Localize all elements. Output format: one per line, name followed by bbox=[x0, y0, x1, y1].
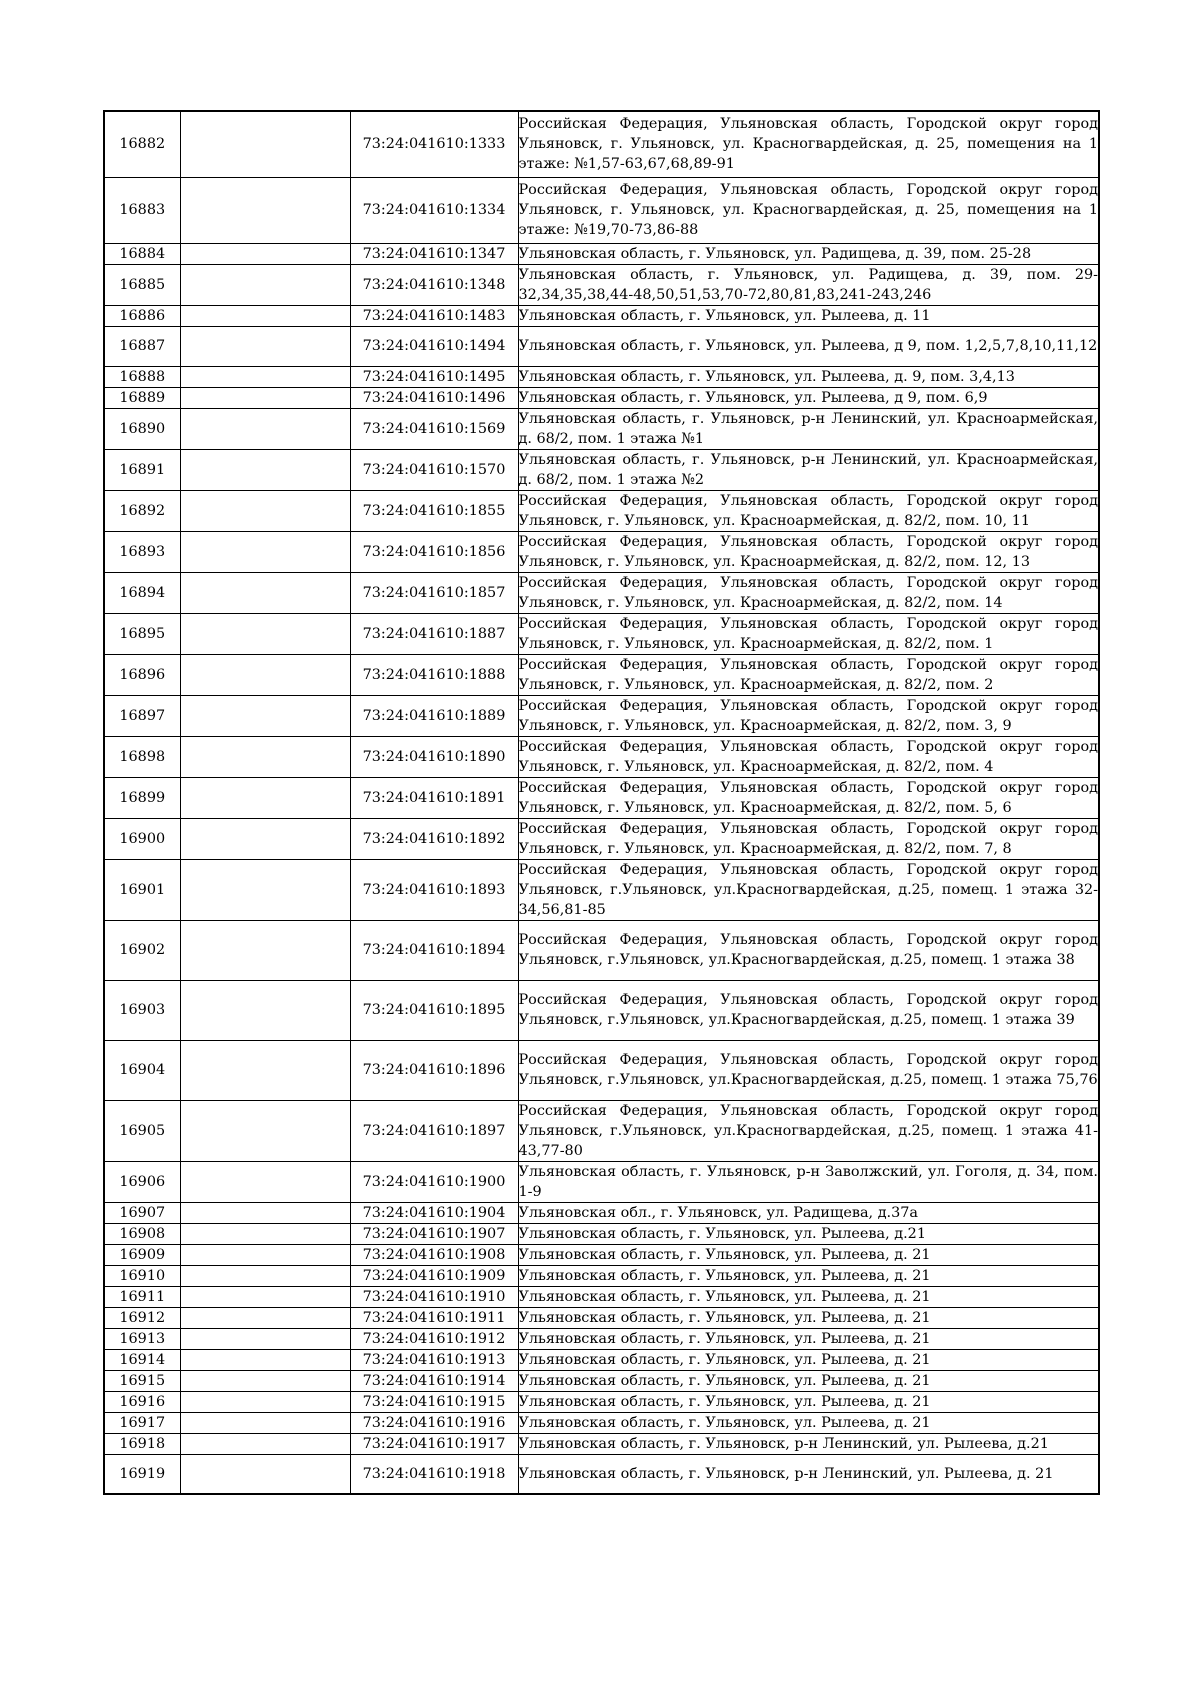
empty-cell bbox=[180, 1244, 350, 1265]
row-number-cell: 16908 bbox=[104, 1223, 180, 1244]
row-number-cell: 16910 bbox=[104, 1265, 180, 1286]
address-cell: Российская Федерация, Ульяновская область, Городской округ город Ульяновск, г. Ульяновск, ул. Красноармейская, д. 82/2, пом. 2 bbox=[518, 654, 1099, 695]
address-cell: Ульяновская область, г. Ульяновск, ул. Радищева, д. 39, пом. 29-32,34,35,38,44-48,50,51,53,70-72,80,81,83,241-243,246 bbox=[518, 264, 1099, 305]
row-number-cell: 16906 bbox=[104, 1161, 180, 1202]
address-cell: Российская Федерация, Ульяновская область, Городской округ город Ульяновск, г.Ульяновск, ул.Красногвардейская, д.25, помещ. 1 этажа 38 bbox=[518, 920, 1099, 980]
address-cell: Ульяновская область, г. Ульяновск, ул. Рылеева, д. 21 bbox=[518, 1286, 1099, 1307]
empty-cell bbox=[180, 1349, 350, 1370]
cadastral-number-cell: 73:24:041610:1570 bbox=[350, 449, 518, 490]
address-cell: Ульяновская область, г. Ульяновск, ул. Рылеева, д.21 bbox=[518, 1223, 1099, 1244]
table-row bbox=[104, 1100, 1099, 1161]
row-number-cell: 16914 bbox=[104, 1349, 180, 1370]
cadastral-number-cell: 73:24:041610:1917 bbox=[350, 1433, 518, 1454]
cadastral-number-cell: 73:24:041610:1857 bbox=[350, 572, 518, 613]
address-cell: Ульяновская область, г. Ульяновск, р-н Ленинский, ул. Красноармейская, д. 68/2, пом. 1 этажа №1 bbox=[518, 408, 1099, 449]
row-number-cell: 16909 bbox=[104, 1244, 180, 1265]
table-row bbox=[104, 111, 1099, 177]
table-row bbox=[104, 572, 1099, 613]
row-number-cell: 16889 bbox=[104, 387, 180, 408]
cadastral-number-cell: 73:24:041610:1918 bbox=[350, 1454, 518, 1494]
address-cell: Ульяновская область, г. Ульяновск, ул. Рылеева, д. 21 bbox=[518, 1391, 1099, 1412]
table-row bbox=[104, 490, 1099, 531]
cadastral-number-cell: 73:24:041610:1916 bbox=[350, 1412, 518, 1433]
address-cell: Ульяновская область, г. Ульяновск, ул. Рылеева, д 9, пом. 6,9 bbox=[518, 387, 1099, 408]
empty-cell bbox=[180, 777, 350, 818]
table-row bbox=[104, 1433, 1099, 1454]
row-number-cell: 16907 bbox=[104, 1202, 180, 1223]
table-row bbox=[104, 326, 1099, 366]
cadastral-number-cell: 73:24:041610:1915 bbox=[350, 1391, 518, 1412]
table-row bbox=[104, 1040, 1099, 1100]
cadastral-number-cell: 73:24:041610:1887 bbox=[350, 613, 518, 654]
cadastral-number-cell: 73:24:041610:1910 bbox=[350, 1286, 518, 1307]
table-row bbox=[104, 859, 1099, 920]
address-cell: Ульяновская область, г. Ульяновск, ул. Рылеева, д. 21 bbox=[518, 1265, 1099, 1286]
table-row bbox=[104, 408, 1099, 449]
cadastral-number-cell: 73:24:041610:1896 bbox=[350, 1040, 518, 1100]
cadastral-number-cell: 73:24:041610:1892 bbox=[350, 818, 518, 859]
cadastral-number-cell: 73:24:041610:1333 bbox=[350, 111, 518, 177]
empty-cell bbox=[180, 1100, 350, 1161]
cadastral-number-cell: 73:24:041610:1909 bbox=[350, 1265, 518, 1286]
empty-cell bbox=[180, 695, 350, 736]
row-number-cell: 16913 bbox=[104, 1328, 180, 1349]
cadastral-number-cell: 73:24:041610:1890 bbox=[350, 736, 518, 777]
cadastral-number-cell: 73:24:041610:1912 bbox=[350, 1328, 518, 1349]
empty-cell bbox=[180, 1286, 350, 1307]
property-registry-table bbox=[103, 110, 1100, 1495]
row-number-cell: 16916 bbox=[104, 1391, 180, 1412]
empty-cell bbox=[180, 305, 350, 326]
cadastral-number-cell: 73:24:041610:1893 bbox=[350, 859, 518, 920]
empty-cell bbox=[180, 326, 350, 366]
table-row bbox=[104, 613, 1099, 654]
empty-cell bbox=[180, 1307, 350, 1328]
row-number-cell: 16885 bbox=[104, 264, 180, 305]
row-number-cell: 16918 bbox=[104, 1433, 180, 1454]
table-row bbox=[104, 1202, 1099, 1223]
table-row bbox=[104, 531, 1099, 572]
row-number-cell: 16888 bbox=[104, 366, 180, 387]
address-cell: Российская Федерация, Ульяновская область, Городской округ город Ульяновск, г.Ульяновск, ул.Красногвардейская, д.25, помещ. 1 этажа 39 bbox=[518, 980, 1099, 1040]
empty-cell bbox=[180, 366, 350, 387]
empty-cell bbox=[180, 408, 350, 449]
table-row bbox=[104, 1307, 1099, 1328]
row-number-cell: 16882 bbox=[104, 111, 180, 177]
table-row bbox=[104, 1328, 1099, 1349]
empty-cell bbox=[180, 920, 350, 980]
cadastral-number-cell: 73:24:041610:1894 bbox=[350, 920, 518, 980]
table-row bbox=[104, 1412, 1099, 1433]
table-row bbox=[104, 654, 1099, 695]
table-row bbox=[104, 818, 1099, 859]
table-row bbox=[104, 1265, 1099, 1286]
address-cell: Ульяновская область, г. Ульяновск, ул. Рылеева, д. 21 bbox=[518, 1412, 1099, 1433]
table-row bbox=[104, 1244, 1099, 1265]
address-cell: Российская Федерация, Ульяновская область, Городской округ город Ульяновск, г. Ульяновск, ул. Красноармейская, д. 82/2, пом. 7, 8 bbox=[518, 818, 1099, 859]
empty-cell bbox=[180, 177, 350, 243]
address-cell: Российская Федерация, Ульяновская область, Городской округ город Ульяновск, г. Ульяновск, ул. Красноармейская, д. 82/2, пом. 3, 9 bbox=[518, 695, 1099, 736]
empty-cell bbox=[180, 1370, 350, 1391]
empty-cell bbox=[180, 859, 350, 920]
cadastral-number-cell: 73:24:041610:1889 bbox=[350, 695, 518, 736]
cadastral-number-cell: 73:24:041610:1908 bbox=[350, 1244, 518, 1265]
cadastral-number-cell: 73:24:041610:1895 bbox=[350, 980, 518, 1040]
table-row bbox=[104, 1454, 1099, 1494]
address-cell: Российская Федерация, Ульяновская область, Городской округ город Ульяновск, г. Ульяновск, ул. Красноармейская, д. 82/2, пом. 5, 6 bbox=[518, 777, 1099, 818]
row-number-cell: 16915 bbox=[104, 1370, 180, 1391]
empty-cell bbox=[180, 264, 350, 305]
row-number-cell: 16896 bbox=[104, 654, 180, 695]
empty-cell bbox=[180, 111, 350, 177]
address-cell: Российская Федерация, Ульяновская область, Городской округ город Ульяновск, г. Ульяновск, ул. Красноармейская, д. 82/2, пом. 1 bbox=[518, 613, 1099, 654]
empty-cell bbox=[180, 449, 350, 490]
table-row bbox=[104, 980, 1099, 1040]
table-row bbox=[104, 695, 1099, 736]
cadastral-number-cell: 73:24:041610:1348 bbox=[350, 264, 518, 305]
empty-cell bbox=[180, 490, 350, 531]
row-number-cell: 16895 bbox=[104, 613, 180, 654]
table-row bbox=[104, 177, 1099, 243]
address-cell: Российская Федерация, Ульяновская область, Городской округ город Ульяновск, г. Ульяновск, ул. Красногвардейская, д. 25, помещения на 1 этаже: №19,70-73,86-88 bbox=[518, 177, 1099, 243]
address-cell: Ульяновская область, г. Ульяновск, ул. Рылеева, д. 21 bbox=[518, 1349, 1099, 1370]
cadastral-number-cell: 73:24:041610:1914 bbox=[350, 1370, 518, 1391]
address-cell: Ульяновская область, г. Ульяновск, ул. Рылеева, д. 11 bbox=[518, 305, 1099, 326]
row-number-cell: 16903 bbox=[104, 980, 180, 1040]
table-row bbox=[104, 1286, 1099, 1307]
cadastral-number-cell: 73:24:041610:1347 bbox=[350, 243, 518, 264]
table-row bbox=[104, 366, 1099, 387]
empty-cell bbox=[180, 654, 350, 695]
empty-cell bbox=[180, 1391, 350, 1412]
empty-cell bbox=[180, 818, 350, 859]
address-cell: Ульяновская область, г. Ульяновск, ул. Рылеева, д. 21 bbox=[518, 1370, 1099, 1391]
cadastral-number-cell: 73:24:041610:1855 bbox=[350, 490, 518, 531]
address-cell: Российская Федерация, Ульяновская область, Городской округ город Ульяновск, г. Ульяновск, ул. Красноармейская, д. 82/2, пом. 14 bbox=[518, 572, 1099, 613]
empty-cell bbox=[180, 980, 350, 1040]
table-row bbox=[104, 736, 1099, 777]
row-number-cell: 16899 bbox=[104, 777, 180, 818]
table-row bbox=[104, 1349, 1099, 1370]
address-cell: Ульяновская область, г. Ульяновск, ул. Радищева, д. 39, пом. 25-28 bbox=[518, 243, 1099, 264]
address-cell: Российская Федерация, Ульяновская область, Городской округ город Ульяновск, г.Ульяновск, ул.Красногвардейская, д.25, помещ. 1 этажа 41-43,77-80 bbox=[518, 1100, 1099, 1161]
cadastral-number-cell: 73:24:041610:1907 bbox=[350, 1223, 518, 1244]
cadastral-number-cell: 73:24:041610:1856 bbox=[350, 531, 518, 572]
cadastral-number-cell: 73:24:041610:1496 bbox=[350, 387, 518, 408]
address-cell: Ульяновская область, г. Ульяновск, ул. Рылеева, д. 21 bbox=[518, 1244, 1099, 1265]
row-number-cell: 16917 bbox=[104, 1412, 180, 1433]
row-number-cell: 16898 bbox=[104, 736, 180, 777]
empty-cell bbox=[180, 1454, 350, 1494]
cadastral-number-cell: 73:24:041610:1891 bbox=[350, 777, 518, 818]
address-cell: Российская Федерация, Ульяновская область, Городской округ город Ульяновск, г. Ульяновск, ул. Красноармейская, д. 82/2, пом. 12, 13 bbox=[518, 531, 1099, 572]
empty-cell bbox=[180, 243, 350, 264]
row-number-cell: 16891 bbox=[104, 449, 180, 490]
row-number-cell: 16897 bbox=[104, 695, 180, 736]
address-cell: Российская Федерация, Ульяновская область, Городской округ город Ульяновск, г. Ульяновск, ул. Красногвардейская, д. 25, помещения на 1 этаже: №1,57-63,67,68,89-91 bbox=[518, 111, 1099, 177]
empty-cell bbox=[180, 1328, 350, 1349]
empty-cell bbox=[180, 572, 350, 613]
cadastral-number-cell: 73:24:041610:1569 bbox=[350, 408, 518, 449]
table-row bbox=[104, 1223, 1099, 1244]
cadastral-number-cell: 73:24:041610:1911 bbox=[350, 1307, 518, 1328]
address-cell: Российская Федерация, Ульяновская область, Городской округ город Ульяновск, г.Ульяновск, ул.Красногвардейская, д.25, помещ. 1 этажа 75,76 bbox=[518, 1040, 1099, 1100]
row-number-cell: 16901 bbox=[104, 859, 180, 920]
empty-cell bbox=[180, 387, 350, 408]
table-row bbox=[104, 1391, 1099, 1412]
address-cell: Российская Федерация, Ульяновская область, Городской округ город Ульяновск, г. Ульяновск, ул. Красноармейская, д. 82/2, пом. 4 bbox=[518, 736, 1099, 777]
row-number-cell: 16893 bbox=[104, 531, 180, 572]
empty-cell bbox=[180, 531, 350, 572]
row-number-cell: 16911 bbox=[104, 1286, 180, 1307]
address-cell: Ульяновская обл., г. Ульяновск, ул. Радищева, д.37а bbox=[518, 1202, 1099, 1223]
cadastral-number-cell: 73:24:041610:1897 bbox=[350, 1100, 518, 1161]
table-body bbox=[104, 111, 1099, 1494]
cadastral-number-cell: 73:24:041610:1888 bbox=[350, 654, 518, 695]
empty-cell bbox=[180, 736, 350, 777]
row-number-cell: 16912 bbox=[104, 1307, 180, 1328]
table-row bbox=[104, 449, 1099, 490]
address-cell: Ульяновская область, г. Ульяновск, ул. Рылеева, д. 21 bbox=[518, 1328, 1099, 1349]
empty-cell bbox=[180, 613, 350, 654]
empty-cell bbox=[180, 1202, 350, 1223]
row-number-cell: 16883 bbox=[104, 177, 180, 243]
table-row bbox=[104, 1370, 1099, 1391]
row-number-cell: 16919 bbox=[104, 1454, 180, 1494]
cadastral-number-cell: 73:24:041610:1913 bbox=[350, 1349, 518, 1370]
empty-cell bbox=[180, 1040, 350, 1100]
table-row bbox=[104, 777, 1099, 818]
row-number-cell: 16890 bbox=[104, 408, 180, 449]
cadastral-number-cell: 73:24:041610:1483 bbox=[350, 305, 518, 326]
row-number-cell: 16887 bbox=[104, 326, 180, 366]
address-cell: Ульяновская область, г. Ульяновск, р-н Ленинский, ул. Рылеева, д. 21 bbox=[518, 1454, 1099, 1494]
cadastral-number-cell: 73:24:041610:1495 bbox=[350, 366, 518, 387]
row-number-cell: 16892 bbox=[104, 490, 180, 531]
empty-cell bbox=[180, 1161, 350, 1202]
empty-cell bbox=[180, 1433, 350, 1454]
address-cell: Ульяновская область, г. Ульяновск, р-н Ленинский, ул. Рылеева, д.21 bbox=[518, 1433, 1099, 1454]
address-cell: Ульяновская область, г. Ульяновск, р-н Заволжский, ул. Гоголя, д. 34, пом. 1-9 bbox=[518, 1161, 1099, 1202]
table-row bbox=[104, 387, 1099, 408]
table-row bbox=[104, 305, 1099, 326]
row-number-cell: 16886 bbox=[104, 305, 180, 326]
address-cell: Ульяновская область, г. Ульяновск, р-н Ленинский, ул. Красноармейская, д. 68/2, пом. 1 этажа №2 bbox=[518, 449, 1099, 490]
table-row bbox=[104, 243, 1099, 264]
address-cell: Ульяновская область, г. Ульяновск, ул. Рылеева, д. 21 bbox=[518, 1307, 1099, 1328]
row-number-cell: 16900 bbox=[104, 818, 180, 859]
address-cell: Ульяновская область, г. Ульяновск, ул. Рылеева, д 9, пом. 1,2,5,7,8,10,11,12 bbox=[518, 326, 1099, 366]
row-number-cell: 16884 bbox=[104, 243, 180, 264]
address-cell: Ульяновская область, г. Ульяновск, ул. Рылеева, д. 9, пом. 3,4,13 bbox=[518, 366, 1099, 387]
table-row bbox=[104, 1161, 1099, 1202]
empty-cell bbox=[180, 1223, 350, 1244]
table-row bbox=[104, 264, 1099, 305]
empty-cell bbox=[180, 1412, 350, 1433]
row-number-cell: 16894 bbox=[104, 572, 180, 613]
address-cell: Российская Федерация, Ульяновская область, Городской округ город Ульяновск, г.Ульяновск, ул.Красногвардейская, д.25, помещ. 1 этажа 32-34,56,81-85 bbox=[518, 859, 1099, 920]
cadastral-number-cell: 73:24:041610:1900 bbox=[350, 1161, 518, 1202]
empty-cell bbox=[180, 1265, 350, 1286]
row-number-cell: 16902 bbox=[104, 920, 180, 980]
address-cell: Российская Федерация, Ульяновская область, Городской округ город Ульяновск, г. Ульяновск, ул. Красноармейская, д. 82/2, пом. 10, 11 bbox=[518, 490, 1099, 531]
cadastral-number-cell: 73:24:041610:1334 bbox=[350, 177, 518, 243]
row-number-cell: 16905 bbox=[104, 1100, 180, 1161]
cadastral-number-cell: 73:24:041610:1494 bbox=[350, 326, 518, 366]
cadastral-number-cell: 73:24:041610:1904 bbox=[350, 1202, 518, 1223]
table-row bbox=[104, 920, 1099, 980]
row-number-cell: 16904 bbox=[104, 1040, 180, 1100]
